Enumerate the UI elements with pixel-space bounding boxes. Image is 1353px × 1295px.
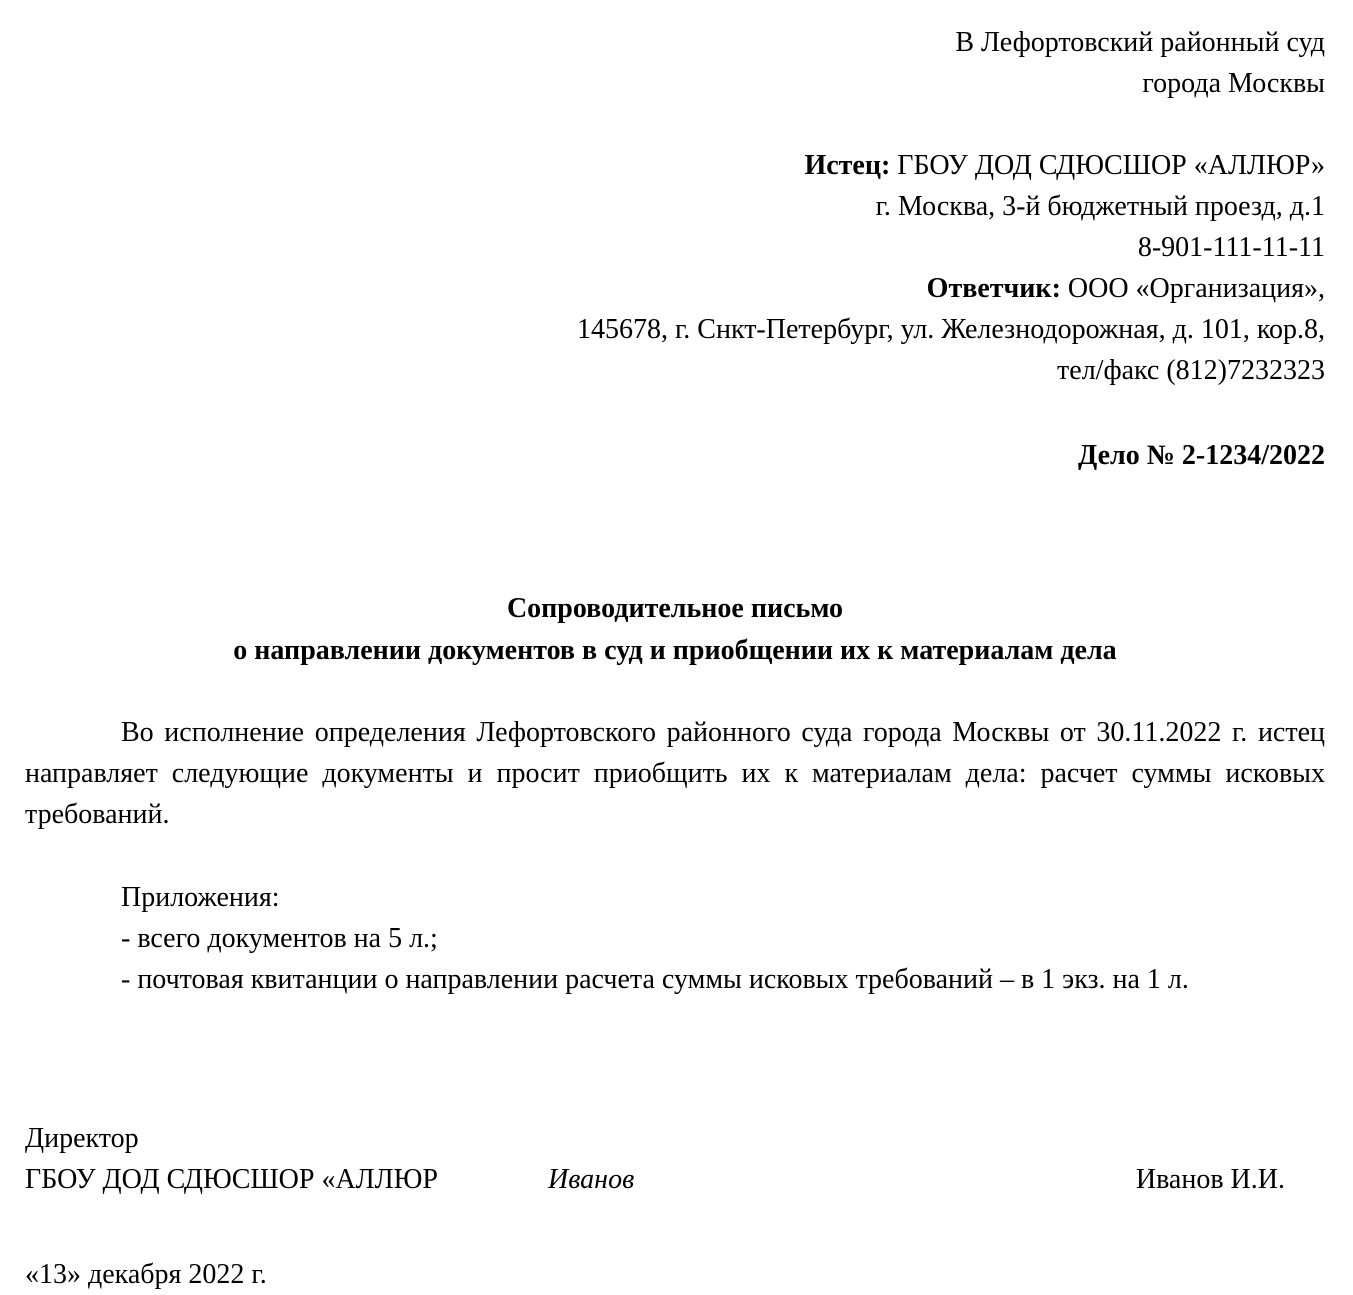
document-date: «13» декабря 2022 г. (25, 1259, 267, 1290)
defendant-address: 145678, г. Снкт-Петербург, ул. Железнодорожная, д. 101, кор.8, (576, 314, 1325, 345)
parties-block (25, 145, 1325, 391)
plaintiff-line (25, 145, 1325, 186)
attachment-item-1: - всего документов на 5 л.; (121, 923, 438, 954)
page-title-line1: Сопроводительное письмо (506, 593, 844, 624)
page-title-line2: о направлении документов в суд и приобщении их к материалам дела (233, 635, 1117, 666)
case-number: Дело № 2-1234/2022 (1078, 440, 1325, 471)
addressee-court-line1: В Лефортовский районный суд (955, 27, 1325, 58)
addressee-block (25, 22, 1325, 391)
handwritten-signature: Иванов (548, 1164, 635, 1195)
defendant-fax: тел/факс (812)7232323 (1057, 355, 1325, 386)
attachments-heading: Приложения: (121, 882, 280, 913)
attachment-item-2: - почтовая квитанции о направлении расчета суммы исковых требований – в 1 экз. на 1 л. (121, 964, 1189, 995)
body-paragraph: Во исполнение определения Лефортовского районного суда города Москвы от 30.11.2022 г. истец направляет следующие документы и просит приобщить их к материалам дела: расчет суммы исковых требований. (25, 717, 1325, 830)
signer-role: Директор (25, 1123, 139, 1154)
addressee-court-line2: города Москвы (1142, 68, 1325, 99)
defendant-line (25, 268, 1325, 309)
plaintiff-name: ГБОУ ДОД СДЮСШОР «АЛЛЮР» (890, 150, 1325, 181)
plaintiff-address: г. Москва, 3-й бюджетный проезд, д.1 (875, 191, 1325, 222)
signature-row (25, 1159, 1285, 1200)
defendant-name: ООО «Организация», (1060, 273, 1325, 304)
signer-printed-name: Иванов И.И. (1135, 1164, 1285, 1195)
attachments-section (25, 877, 1325, 1000)
plaintiff-label: Истец: (804, 150, 891, 181)
plaintiff-phone: 8-901-111-11-11 (1137, 232, 1325, 263)
page-title (25, 588, 1325, 672)
signer-organization: ГБОУ ДОД СДЮСШОР «АЛЛЮР (25, 1164, 438, 1195)
defendant-label: Ответчик: (926, 273, 1061, 304)
signature-block (25, 1118, 1325, 1200)
